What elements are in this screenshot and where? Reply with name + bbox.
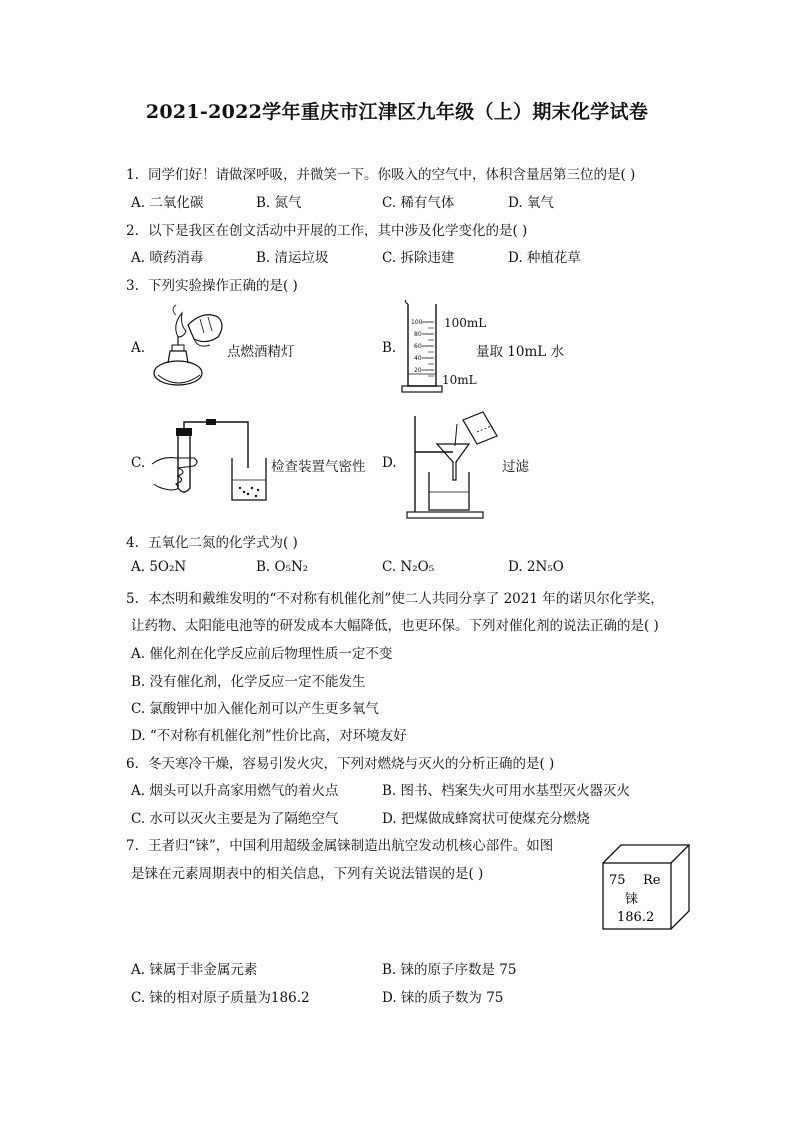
question-text: 五氧化二氮的化学式为( ): [148, 535, 298, 551]
question-text: 冬天寒冷干燥，容易引发火灾，下列对燃烧与灭火的分析正确的是( ): [148, 756, 555, 772]
element-atomic-number: 75: [609, 873, 626, 888]
cylinder-volume-label: 10mL: [442, 373, 477, 387]
q3-option-d-letter: D.: [382, 455, 397, 471]
q3-option-c-letter: C.: [131, 455, 146, 471]
q3-option-b-letter: B.: [382, 340, 397, 356]
q7-option-d: D. 铼的质子数为 75: [382, 990, 504, 1006]
q6-option-a: A. 烟头可以升高家用燃气的着火点: [131, 783, 339, 799]
question-2-stem: [126, 219, 527, 239]
question-7-stem: [126, 834, 553, 854]
q1-option-d: D. 氧气: [508, 195, 554, 211]
q7-option-c: C. 铼的相对原子质量为186.2: [131, 990, 310, 1006]
element-atomic-mass: 186.2: [617, 910, 655, 925]
filtration-illustration: [403, 412, 503, 520]
question-5-stem: [126, 587, 664, 607]
q5-option-a: A. 催化剂在化学反应前后物理性质一定不变: [131, 646, 393, 662]
cylinder-tick-label: 100: [411, 319, 423, 326]
q3-option-a-caption: 点燃酒精灯: [227, 344, 295, 360]
q4-option-a: A. 5O₂N: [131, 559, 187, 575]
q6-option-c: C. 水可以灭火主要是为了隔绝空气: [131, 811, 339, 827]
element-symbol: Re: [643, 873, 661, 888]
question-text: 王者归“铼”，中国利用超级金属铼制造出航空发动机核心部件。如图: [148, 838, 554, 854]
question-7-stem-continued: 是铼在元素周期表中的相关信息，下列有关说法错误的是( ): [131, 866, 484, 882]
lighting-alcohol-lamp-illustration: [148, 305, 228, 391]
q3-option-b-caption: 量取 10mL 水: [476, 344, 565, 360]
cylinder-capacity-label: 100mL: [444, 316, 487, 330]
q5-option-c: C. 氯酸钾中加入催化剂可以产生更多氧气: [131, 701, 379, 717]
q1-option-c: C. 稀有气体: [382, 195, 455, 211]
question-number: 4.: [126, 535, 139, 551]
q4-option-d: D. 2N₅O: [508, 559, 564, 575]
question-number: 7.: [126, 838, 139, 854]
q3-option-a-letter: A.: [131, 340, 146, 356]
q4-option-c: C. N₂O₅: [382, 559, 435, 575]
q7-option-b: B. 铼的原子序数是 75: [382, 962, 517, 978]
q4-option-b: B. O₅N₂: [256, 559, 309, 575]
question-text: 以下是我区在创文活动中开展的工作，其中涉及化学变化的是( ): [148, 223, 528, 239]
q2-option-a: A. 喷药消毒: [131, 250, 204, 266]
q1-option-b: B. 氮气: [256, 195, 302, 211]
question-5-stem-continued: 让药物、太阳能电池等的研发成本大幅降低，也更环保。下列对催化剂的说法正确的是( ): [131, 618, 659, 634]
cylinder-tick-label: 40: [414, 355, 422, 362]
cylinder-tick-label: 20: [414, 367, 422, 374]
question-number: 1.: [126, 167, 139, 183]
question-3-stem: [126, 274, 298, 294]
q2-option-d: D. 种植花草: [508, 250, 581, 266]
q3-option-d-caption: 过滤: [502, 459, 529, 475]
periodic-table-cell-rhenium: [601, 843, 691, 931]
q3-option-c-caption: 检查装置气密性: [271, 459, 366, 475]
q2-option-b: B. 清运垃圾: [256, 250, 329, 266]
q6-option-d: D. 把煤做成蜂窝状可使煤充分燃烧: [382, 811, 590, 827]
cylinder-tick-label: 80: [414, 331, 422, 338]
q5-option-b: B. 没有催化剂，化学反应一定不能发生: [131, 674, 366, 690]
question-6-stem: [126, 752, 554, 772]
cylinder-tick-label: 60: [414, 343, 422, 350]
exam-title: 2021-2022学年重庆市江津区九年级（上）期末化学试卷: [145, 101, 649, 123]
question-text: 下列实验操作正确的是( ): [148, 278, 298, 294]
question-text: 本杰明和戴维发明的“不对称有机催化剂”使二人共同分享了 2021 年的诺贝尔化学奖，: [148, 591, 664, 607]
airtightness-check-illustration: [148, 418, 273, 506]
question-number: 3.: [126, 278, 139, 294]
element-name: 铼: [625, 892, 639, 907]
q2-option-c: C. 拆除违建: [382, 250, 455, 266]
q5-option-d: D. “不对称有机催化剂”性价比高，对环境友好: [131, 728, 407, 744]
question-number: 2.: [126, 223, 139, 239]
question-number: 6.: [126, 756, 139, 772]
q6-option-b: B. 图书、档案失火可用水基型灭火器灭火: [382, 783, 631, 799]
question-1-stem: [126, 163, 635, 183]
question-4-stem: [126, 531, 298, 551]
q7-option-a: A. 铼属于非金属元素: [131, 962, 258, 978]
q1-option-a: A. 二氧化碳: [131, 195, 204, 211]
question-text: 同学们好！请做深呼吸，并微笑一下。你吸入的空气中，体积含量居第三位的是( ): [148, 167, 636, 183]
question-number: 5.: [126, 591, 139, 607]
